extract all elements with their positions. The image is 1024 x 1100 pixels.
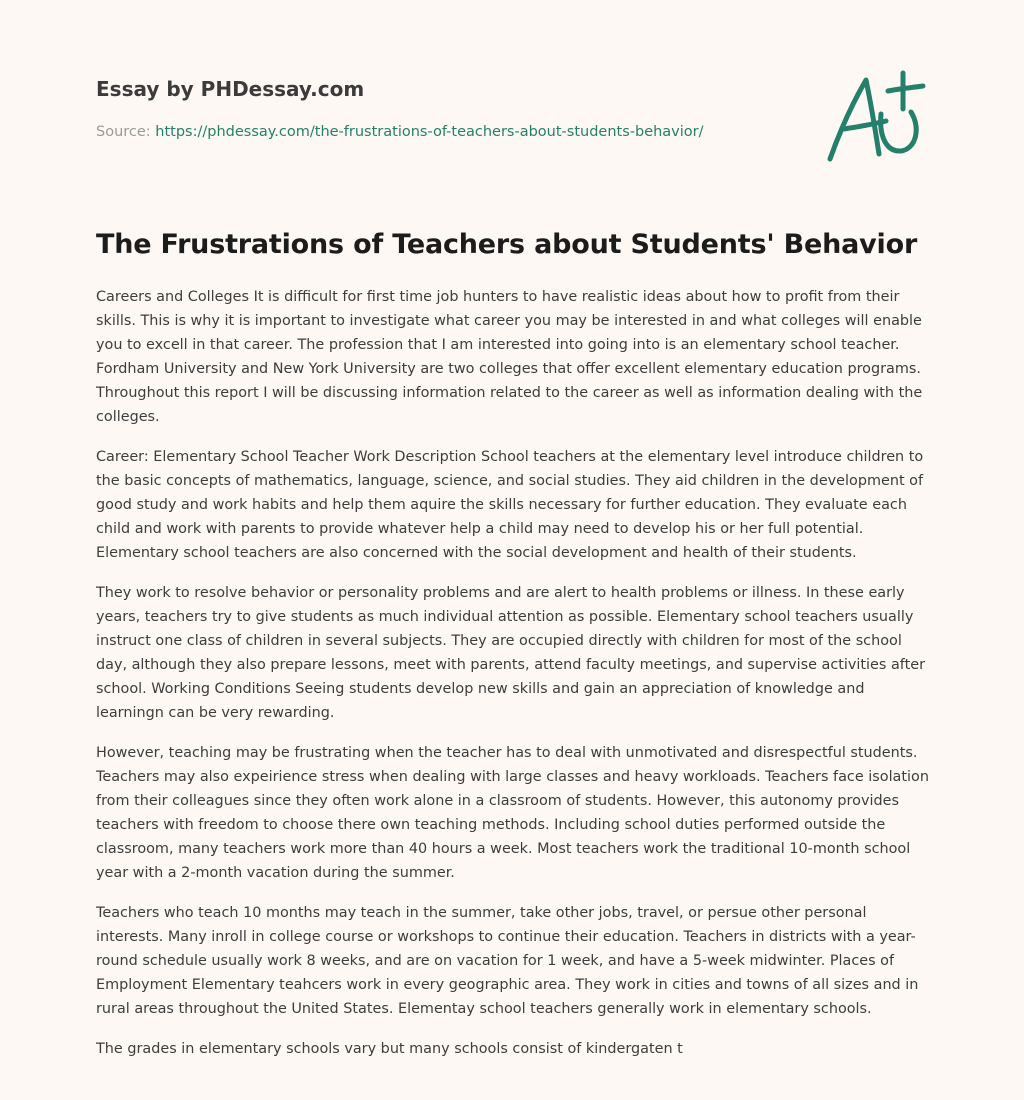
document-header	[96, 0, 934, 180]
essay-paragraph: Teachers who teach 10 months may teach in the summer, take other jobs, travel, or persue other personal interests. Many inroll in college course or workshops to continue their education. Teachers in districts with a year-round schedule usually work 8 weeks, and are on vacation for 1 week, and have a 5-week midwinter. Places of Employment Elementary teahcers work in every geographic area. They work in cities and towns of all sizes and in rural areas throughout the United States. Elementay school teachers generally work in elementary schools.	[96, 905, 919, 1017]
site-brand: Essay by PHDessay.com	[96, 77, 365, 101]
essay-paragraph: Careers and Colleges It is difficult for first time job hunters to have realistic ideas about how to profit from their skills. This is why it is important to investigate what career you may be interested in and what colleges will enable you to excell in that career. The profession that I am interested into going into is an elementary school teacher. Fordham University and New York University are two colleges that offer excellent elementary education programs. Throughout this report I will be discussing information related to the career as well as information dealing with the colleges.	[96, 289, 923, 425]
source-label: Source:	[96, 124, 151, 140]
essay-paragraph: They work to resolve behavior or personality problems and are alert to health problems or illness. In these early years, teachers try to give students as much individual attention as possible. Elementary school teachers usually instruct one class of children in several subjects. They are occupied directly with children for most of the school day, although they also prepare lessons, meet with parents, attend faculty meetings, and supervise activities after school. Working Conditions Seeing students develop new skills and gain an appreciation of knowledge and learningn can be very rewarding.	[96, 585, 926, 721]
essay-body	[96, 285, 934, 1077]
a-plus-logo	[824, 66, 928, 166]
document-page	[96, 0, 934, 1057]
essay-paragraph: Career: Elementary School Teacher Work Description School teachers at the elementary level introduce children to the basic concepts of mathematics, language, science, and social studies. They aid children in the development of good study and work habits and help them aquire the skills necessary for further education. They evaluate each child and work with parents to provide whatever help a child may need to develop his or her full potential. Elementary school teachers are also concerned with the social development and health of their students.	[96, 449, 924, 561]
essay-title: The Frustrations of Teachers about Students' Behavior	[96, 229, 918, 260]
source-link[interactable]: https://phdessay.com/the-frustrations-of-teachers-about-students-behavior/	[155, 124, 704, 140]
essay-paragraph: However, teaching may be frustrating when the teacher has to deal with unmotivated and disrespectful students. Teachers may also expeirience stress when dealing with large classes and heavy workloads. Teachers face isolation from their colleagues since they often work alone in a classroom of students. However, this autonomy provides teachers with freedom to choose there own teaching methods. Including school duties performed outside the classroom, many teachers work more than 40 hours a week. Most teachers work the traditional 10-month school year with a 2-month vacation during the summer.	[96, 745, 929, 881]
source-line	[96, 124, 704, 140]
essay-paragraph: The grades in elementary schools vary but many schools consist of kindergaten t	[96, 1041, 683, 1057]
